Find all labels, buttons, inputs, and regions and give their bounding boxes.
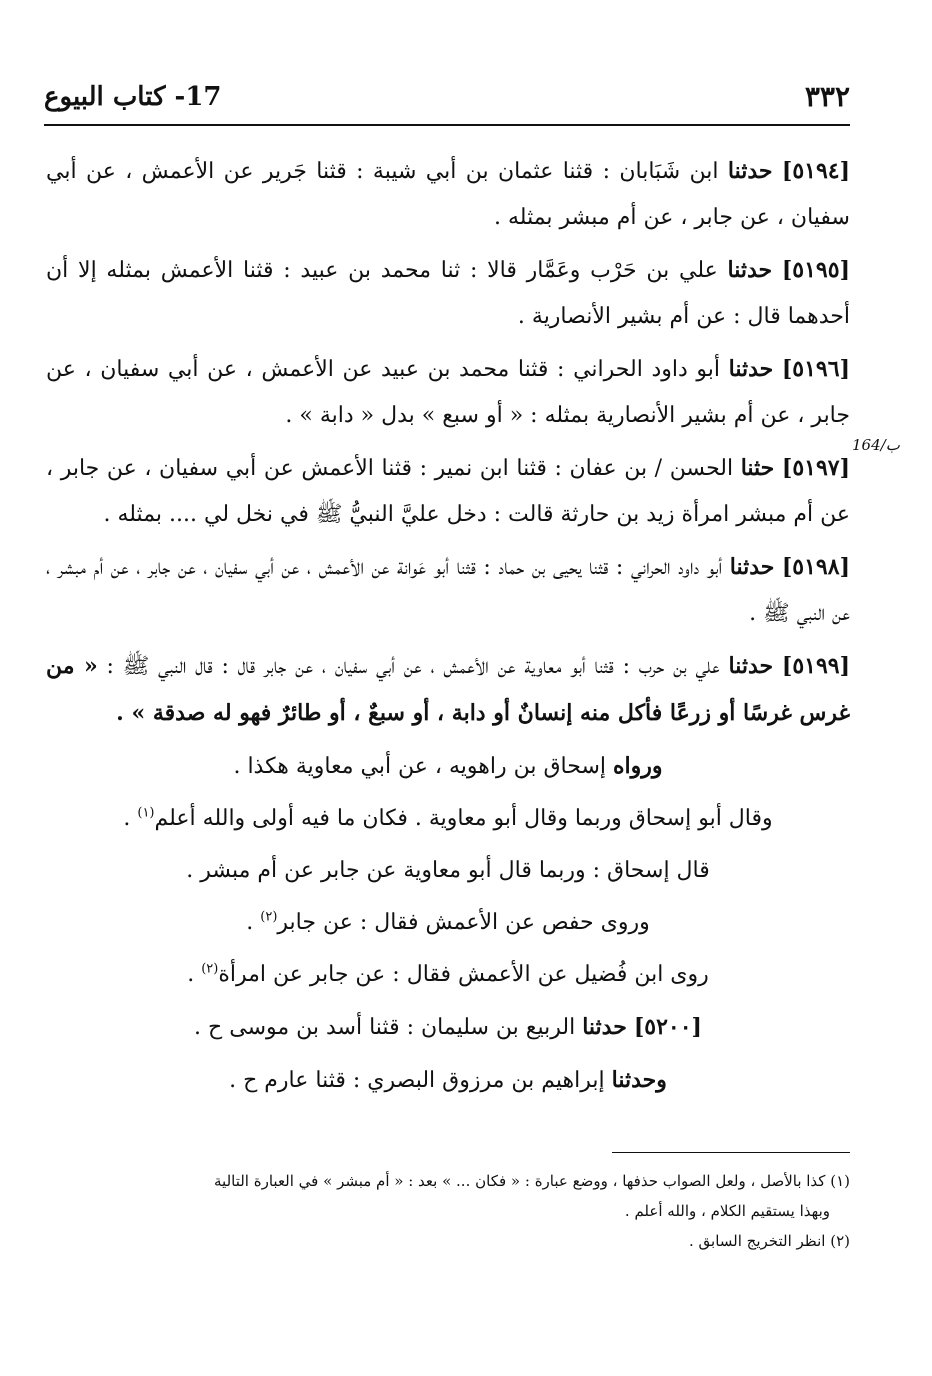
narration-keyword: حدثنا: [582, 1014, 627, 1040]
footnote-1: (١) كذا بالأصل ، ولعل الصواب حذفها ، ووضع عبارة : « فكان ... » بعد : « أم مبشر » في العبارة التالية: [214, 1172, 850, 1190]
footnote-ref: (١): [137, 805, 155, 821]
footnote-2: (٢) انظر التخريج السابق .: [689, 1232, 850, 1250]
note-tail: .: [187, 962, 202, 987]
hadith-number: [٥١٩٤]: [781, 158, 851, 184]
note-line: [46, 743, 850, 790]
footnotes: [46, 1166, 850, 1256]
header-rule: [44, 124, 850, 126]
hadith-number: [٥١٩٦]: [781, 356, 850, 382]
chapter-title: 17- كتاب البيوع: [44, 82, 222, 112]
hadith-paragraph: [46, 346, 850, 439]
hadith-quote: « من غرس غرسًا أو زرعًا فأكل منه إنسانٌ أو دابة ، أو سبعٌ ، أو طائرٌ فهو له صدقة » .: [46, 653, 850, 726]
hadith-paragraph: [46, 247, 850, 340]
narration-keyword: حدثنا: [727, 257, 773, 283]
note-line: [46, 900, 850, 946]
narration-keyword: حدثنا: [729, 554, 775, 580]
footnote-1-continued: وبهذا يستقيم الكلام ، والله أعلم .: [624, 1202, 830, 1220]
hadith-paragraph: [46, 148, 850, 241]
hadith-paragraph: [46, 1057, 850, 1104]
note-text: وقال أبو إسحاق وربما وقال أبو معاوية . فكان ما فيه أولى والله أعلم: [154, 806, 773, 831]
hadith-number: [٥١٩٧]: [781, 455, 851, 481]
hadith-text: علي بن حرب : قثنا أبو معاوية عن الأعمش ، عن أبي سفيان ، عن جابر قال : قال النبي ﷺ :: [106, 654, 720, 679]
note-line: [46, 848, 850, 894]
hadith-paragraph: [46, 445, 850, 538]
note-tail: .: [123, 806, 138, 831]
hadith-paragraph: [46, 1004, 850, 1051]
note-text: روى ابن فُضيل عن الأعمش فقال : عن جابر عن امرأة: [218, 962, 709, 987]
hadith-number: [٥١٩٨]: [781, 554, 850, 580]
page-number: ٣٣٢: [804, 80, 850, 113]
hadith-text: إبراهيم بن مرزوق البصري : قثنا عارم ح .: [229, 1068, 605, 1093]
hadith-paragraph: [46, 544, 850, 637]
footnote-ref: (٢): [201, 961, 219, 977]
footnote-rule: [612, 1152, 850, 1153]
note-lead: ورواه: [613, 753, 663, 779]
footnote-ref: (٢): [260, 909, 278, 925]
hadith-number: [٥١٩٥]: [781, 257, 850, 283]
narration-keyword: حدثنا: [728, 653, 774, 679]
hadith-number: [٥٢٠٠]: [633, 1014, 702, 1040]
narration-keyword: حدثنا: [728, 356, 774, 382]
margin-folio-note: 164/ب: [852, 436, 900, 454]
hadith-text: الربيع بن سليمان : قثنا أسد بن موسى ح .: [194, 1015, 576, 1040]
note-text: إسحاق بن راهويه ، عن أبي معاوية هكذا .: [233, 754, 607, 779]
note-text: وروى حفص عن الأعمش فقال : عن جابر: [277, 910, 650, 935]
hadith-text: أبو داود الحراني : قثنا يحيى بن حماد : قثنا أبو عَوانة عن الأعمش ، عن أبي سفيان ، عن جابر ، عن أم مبشر ، عن النبي ﷺ .: [46, 555, 850, 626]
hadith-number: [٥١٩٩]: [781, 653, 850, 679]
page-header: [44, 74, 850, 124]
hadith-text: الحسن / بن عفان : قثنا ابن نمير : قثنا الأعمش عن أبي سفيان ، عن جابر ، عن أم مبشر امرأة زيد بن حارثة قالت : دخل عليَّ النبيُّ ﷺ في نخل لي .... بمثله .: [46, 456, 850, 527]
note-text: قال إسحاق : وربما قال أبو معاوية عن جابر عن أم مبشر .: [186, 858, 710, 883]
hadith-text: علي بن حَرْب وعَمَّار قالا : ثنا محمد بن عبيد : قثنا الأعمش بمثله إلا أن أحدهما قال : عن أم بشير الأنصارية .: [46, 258, 850, 329]
narration-keyword: حثنا: [740, 455, 775, 481]
note-tail: .: [246, 910, 261, 935]
narration-keyword: حدثنا: [727, 158, 773, 184]
hadith-text: أبو داود الحراني : قثنا محمد بن عبيد عن الأعمش ، عن أبي سفيان ، عن جابر ، عن أم بشير الأنصارية بمثله : « أو سبع » بدل « دابة » .: [46, 357, 850, 428]
note-line: [46, 952, 850, 998]
note-line: [46, 796, 850, 842]
narration-keyword: وحدثنا: [611, 1067, 667, 1093]
hadith-paragraph: [46, 643, 850, 737]
main-text: [46, 148, 850, 1110]
hadith-text: ابن شَبَابان : قثنا عثمان بن أبي شيبة : قثنا جَرير عن الأعمش ، عن أبي سفيان ، عن جابر ، عن أم مبشر بمثله .: [46, 159, 850, 230]
